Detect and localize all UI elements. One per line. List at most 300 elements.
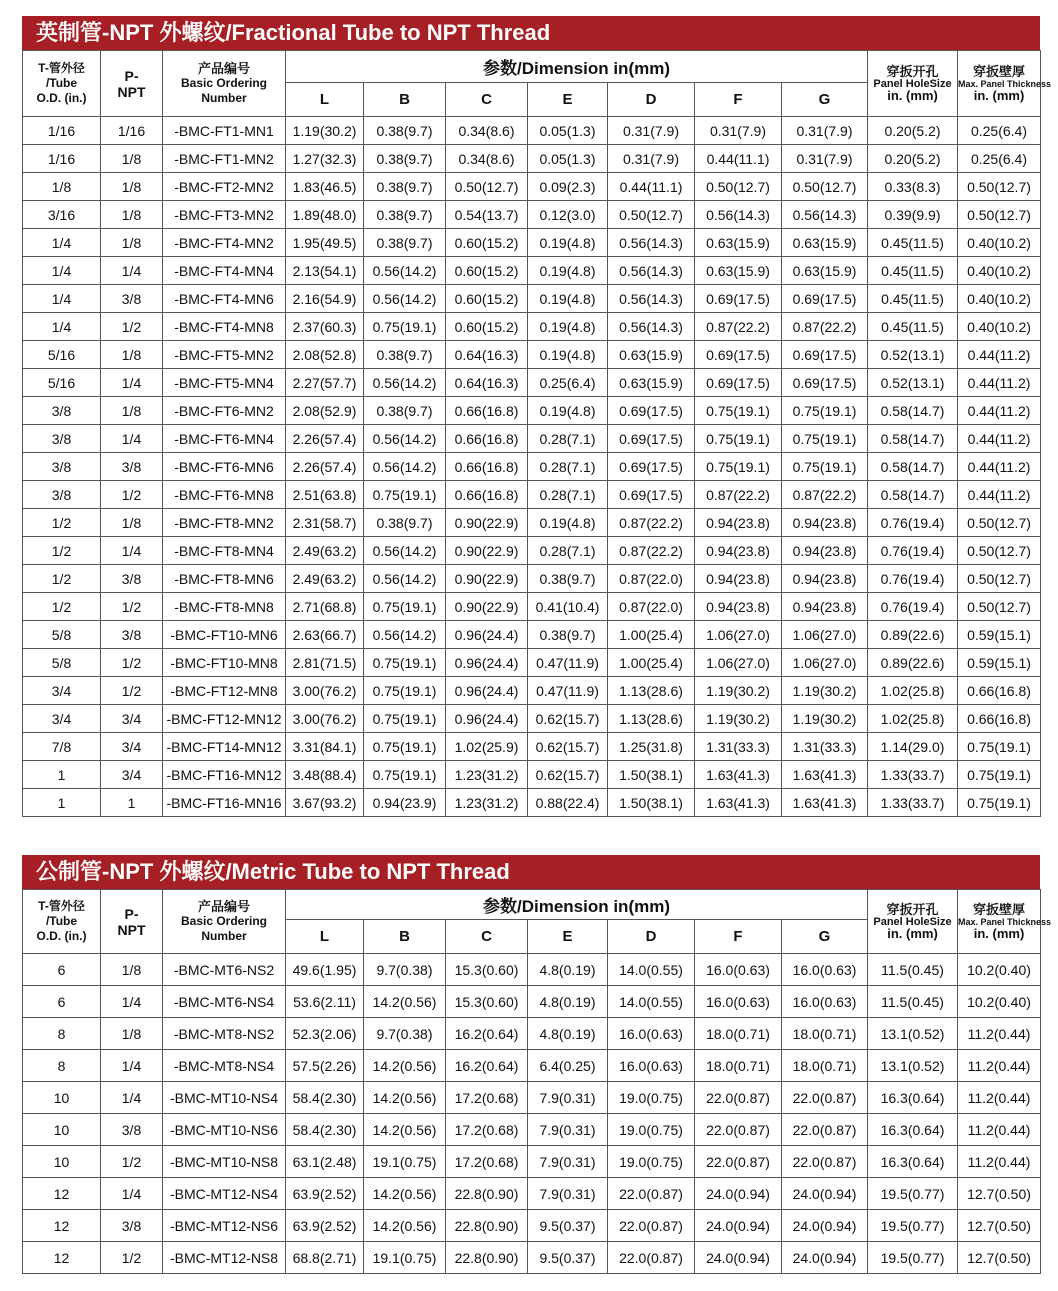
table-cell: 49.6(1.95) (286, 954, 364, 986)
table-cell: 0.56(14.2) (364, 425, 446, 453)
table-cell: 3/4 (23, 677, 101, 705)
table-cell: 3/4 (101, 733, 163, 761)
fractional-tube-table (22, 50, 1052, 817)
table-cell: 16.2(0.64) (446, 1050, 528, 1082)
table-cell: 0.89(22.6) (868, 649, 958, 677)
table-cell: 0.58(14.7) (868, 481, 958, 509)
table-cell: 0.60(15.2) (446, 257, 528, 285)
table-cell: 0.19(4.8) (528, 509, 608, 537)
table-cell: 18.0(0.71) (695, 1018, 782, 1050)
table-row (23, 1210, 1041, 1242)
table-cell: -BMC-FT16-MN12 (163, 761, 286, 789)
table-cell: 0.69(17.5) (695, 285, 782, 313)
table-cell: 53.6(2.11) (286, 986, 364, 1018)
table-cell: 0.76(19.4) (868, 593, 958, 621)
table-cell: 1/2 (101, 649, 163, 677)
table-cell: 12 (23, 1242, 101, 1274)
table-cell: 0.47(11.9) (528, 677, 608, 705)
table-cell: 18.0(0.71) (782, 1018, 868, 1050)
table-row (23, 173, 1041, 201)
table-cell: 0.28(7.1) (528, 425, 608, 453)
table-cell: 0.69(17.5) (782, 341, 868, 369)
table-cell: 58.4(2.30) (286, 1082, 364, 1114)
table-cell: 1.19(30.2) (286, 117, 364, 145)
table-cell: 1/4 (101, 537, 163, 565)
table-cell: 7.9(0.31) (528, 1082, 608, 1114)
table-cell: 9.5(0.37) (528, 1210, 608, 1242)
table-cell: 14.2(0.56) (364, 1178, 446, 1210)
table-row (23, 1114, 1041, 1146)
table-cell: 0.50(12.7) (958, 565, 1041, 593)
table-cell: 0.75(19.1) (364, 761, 446, 789)
table-cell: 2.26(57.4) (286, 453, 364, 481)
table-cell: 0.90(22.9) (446, 509, 528, 537)
table-cell: 1.25(31.8) (608, 733, 695, 761)
table-cell: 2.71(68.8) (286, 593, 364, 621)
table-cell: 1/8 (101, 1018, 163, 1050)
table-cell: 0.52(13.1) (868, 341, 958, 369)
table-cell: 1.63(41.3) (695, 761, 782, 789)
table-cell: 0.69(17.5) (695, 369, 782, 397)
col-B: B (364, 83, 446, 117)
table-cell: 0.19(4.8) (528, 257, 608, 285)
table-cell: 0.60(15.2) (446, 285, 528, 313)
table-cell: 22.0(0.87) (695, 1082, 782, 1114)
table-row (23, 705, 1041, 733)
table-cell: 0.38(9.7) (528, 621, 608, 649)
table-cell: 4.8(0.19) (528, 1018, 608, 1050)
table-row (23, 789, 1041, 817)
table-cell: 3/8 (23, 397, 101, 425)
table-cell: 0.87(22.2) (782, 481, 868, 509)
table-cell: 0.50(12.7) (446, 173, 528, 201)
table-cell: 24.0(0.94) (695, 1242, 782, 1274)
table-cell: 2.49(63.2) (286, 565, 364, 593)
table-cell: 16.3(0.64) (868, 1082, 958, 1114)
table-cell: -BMC-FT10-MN8 (163, 649, 286, 677)
table-cell: 0.31(7.9) (608, 117, 695, 145)
table-cell: 0.75(19.1) (958, 733, 1041, 761)
table-cell: 1 (101, 789, 163, 817)
table-cell: -BMC-MT12-NS6 (163, 1210, 286, 1242)
table-cell: 3/16 (23, 201, 101, 229)
table-row (23, 565, 1041, 593)
table-cell: 2.27(57.7) (286, 369, 364, 397)
table-cell: 3/8 (101, 1210, 163, 1242)
table-cell: -BMC-FT12-MN8 (163, 677, 286, 705)
table-cell: 0.87(22.2) (608, 537, 695, 565)
table-cell: 0.90(22.9) (446, 537, 528, 565)
table-cell: 5/16 (23, 341, 101, 369)
table-cell: 3/8 (101, 621, 163, 649)
col-F: F (695, 83, 782, 117)
table-cell: 0.34(8.6) (446, 117, 528, 145)
table-cell: 24.0(0.94) (695, 1210, 782, 1242)
table-cell: 0.44(11.2) (958, 453, 1041, 481)
table-cell: 0.45(11.5) (868, 285, 958, 313)
table-cell: 1.23(31.2) (446, 789, 528, 817)
table-cell: 0.75(19.1) (958, 789, 1041, 817)
table-cell: 16.0(0.63) (695, 954, 782, 986)
table-cell: 1.06(27.0) (782, 621, 868, 649)
table-cell: 16.0(0.63) (782, 954, 868, 986)
table-cell: 3/8 (101, 1114, 163, 1146)
table-cell: 3.67(93.2) (286, 789, 364, 817)
table-cell: 1 (23, 789, 101, 817)
table-cell: -BMC-MT12-NS8 (163, 1242, 286, 1274)
table-cell: -BMC-MT8-NS4 (163, 1050, 286, 1082)
col-G: G (782, 83, 868, 117)
ordering-number-header: 产品编号 Basic Ordering Number (163, 51, 286, 117)
table-cell: 0.94(23.8) (695, 593, 782, 621)
table-cell: 14.2(0.56) (364, 1114, 446, 1146)
table-cell: 2.31(58.7) (286, 509, 364, 537)
table-cell: -BMC-FT5-MN4 (163, 369, 286, 397)
table-cell: 0.66(16.8) (958, 705, 1041, 733)
dimension-header: 参数/Dimension in(mm) (286, 51, 868, 83)
table-cell: 1/4 (101, 369, 163, 397)
table-cell: 1.31(33.3) (695, 733, 782, 761)
metric-tube-table (22, 889, 1052, 1274)
table-cell: -BMC-MT10-NS4 (163, 1082, 286, 1114)
table-cell: -BMC-MT10-NS8 (163, 1146, 286, 1178)
table-row (23, 145, 1041, 173)
table-cell: 1.23(31.2) (446, 761, 528, 789)
table-cell: 0.88(22.4) (528, 789, 608, 817)
col-F: F (695, 920, 782, 954)
table-cell: 1.14(29.0) (868, 733, 958, 761)
table-cell: 0.41(10.4) (528, 593, 608, 621)
table-cell: 0.94(23.8) (695, 509, 782, 537)
table-row (23, 481, 1041, 509)
table-cell: 0.38(9.7) (528, 565, 608, 593)
table-cell: 0.62(15.7) (528, 705, 608, 733)
table-cell: -BMC-MT12-NS4 (163, 1178, 286, 1210)
table-cell: 3/8 (23, 425, 101, 453)
table-cell: 3/8 (101, 565, 163, 593)
pnpt-header: P- NPT (101, 890, 163, 954)
table-cell: 1/2 (101, 593, 163, 621)
table-cell: 22.0(0.87) (782, 1114, 868, 1146)
table-cell: 7/8 (23, 733, 101, 761)
panel-hole-header: 穿扳开孔 Panel HoleSize in. (mm) (868, 890, 958, 954)
table-cell: 0.38(9.7) (364, 173, 446, 201)
table-cell: 0.94(23.8) (782, 593, 868, 621)
table-cell: 0.47(11.9) (528, 649, 608, 677)
table-cell: 0.96(24.4) (446, 705, 528, 733)
table-row (23, 1050, 1041, 1082)
table-cell: 17.2(0.68) (446, 1146, 528, 1178)
table-row (23, 1146, 1041, 1178)
table-cell: 0.69(17.5) (608, 453, 695, 481)
table-cell: 1/4 (101, 1050, 163, 1082)
table-cell: 1.95(49.5) (286, 229, 364, 257)
table-cell: -BMC-FT8-MN6 (163, 565, 286, 593)
col-E: E (528, 920, 608, 954)
table-cell: 0.25(6.4) (958, 117, 1041, 145)
table-cell: 0.38(9.7) (364, 201, 446, 229)
table-cell: 0.63(15.9) (782, 229, 868, 257)
table-cell: 22.0(0.87) (695, 1146, 782, 1178)
table-cell: 1/4 (101, 1082, 163, 1114)
table-cell: 1/16 (23, 117, 101, 145)
table-cell: 22.0(0.87) (695, 1114, 782, 1146)
table-cell: 0.50(12.7) (958, 509, 1041, 537)
table-cell: 0.76(19.4) (868, 565, 958, 593)
table-cell: 0.94(23.8) (782, 509, 868, 537)
table-row (23, 954, 1041, 986)
col-L: L (286, 83, 364, 117)
table-cell: 0.38(9.7) (364, 117, 446, 145)
table-cell: 0.75(19.1) (364, 593, 446, 621)
table-cell: 9.7(0.38) (364, 1018, 446, 1050)
table-row (23, 341, 1041, 369)
table-cell: 3/4 (23, 705, 101, 733)
table-cell: 7.9(0.31) (528, 1178, 608, 1210)
table-cell: 0.64(16.3) (446, 341, 528, 369)
table-cell: 11.5(0.45) (868, 954, 958, 986)
table-cell: 1.63(41.3) (782, 789, 868, 817)
table-cell: 0.40(10.2) (958, 229, 1041, 257)
table-cell: 0.75(19.1) (364, 733, 446, 761)
table-cell: 0.19(4.8) (528, 229, 608, 257)
table-cell: 0.96(24.4) (446, 677, 528, 705)
table-cell: 11.5(0.45) (868, 986, 958, 1018)
table-cell: 63.9(2.52) (286, 1210, 364, 1242)
table-cell: 19.5(0.77) (868, 1242, 958, 1274)
table-cell: -BMC-FT4-MN8 (163, 313, 286, 341)
table-cell: 18.0(0.71) (695, 1050, 782, 1082)
table-cell: 0.44(11.2) (958, 397, 1041, 425)
table-cell: 1/4 (101, 1178, 163, 1210)
table-cell: 1.02(25.8) (868, 705, 958, 733)
table-cell: 1/8 (101, 954, 163, 986)
col-B: B (364, 920, 446, 954)
table-cell: 4.8(0.19) (528, 986, 608, 1018)
table-cell: 16.0(0.63) (608, 1018, 695, 1050)
table-cell: -BMC-MT10-NS6 (163, 1114, 286, 1146)
table-cell: 0.90(22.9) (446, 593, 528, 621)
table-cell: 1.06(27.0) (695, 621, 782, 649)
table-cell: 0.12(3.0) (528, 201, 608, 229)
table-cell: 0.52(13.1) (868, 369, 958, 397)
tube-od-header: T-管外径 /Tube O.D. (in.) (23, 51, 101, 117)
table-cell: 0.19(4.8) (528, 341, 608, 369)
table-row (23, 1242, 1041, 1274)
table-cell: 11.2(0.44) (958, 1114, 1041, 1146)
panel-thickness-header: 穿扳壁厚 Max. Panel Thickness in. (mm) (958, 890, 1041, 954)
table-cell: -BMC-FT8-MN4 (163, 537, 286, 565)
table-cell: 0.63(15.9) (695, 229, 782, 257)
table-cell: 1.00(25.4) (608, 621, 695, 649)
table-cell: 9.5(0.37) (528, 1242, 608, 1274)
table-cell: 15.3(0.60) (446, 986, 528, 1018)
table-cell: 0.38(9.7) (364, 229, 446, 257)
table-cell: 1/4 (23, 257, 101, 285)
table-cell: 0.59(15.1) (958, 649, 1041, 677)
table-cell: 1.00(25.4) (608, 649, 695, 677)
table-cell: 0.75(19.1) (782, 453, 868, 481)
table-cell: 0.56(14.2) (364, 565, 446, 593)
table-cell: 0.75(19.1) (782, 425, 868, 453)
table-cell: 0.87(22.2) (782, 313, 868, 341)
table-row (23, 677, 1041, 705)
table-cell: 0.40(10.2) (958, 257, 1041, 285)
table-cell: -BMC-FT8-MN2 (163, 509, 286, 537)
col-C: C (446, 920, 528, 954)
table-cell: 22.8(0.90) (446, 1210, 528, 1242)
table-cell: 0.96(24.4) (446, 649, 528, 677)
table-cell: 13.1(0.52) (868, 1018, 958, 1050)
table-cell: 19.0(0.75) (608, 1146, 695, 1178)
table-cell: 0.75(19.1) (364, 313, 446, 341)
table-cell: 0.75(19.1) (695, 397, 782, 425)
table-cell: 3/8 (101, 453, 163, 481)
table-cell: 1/4 (23, 285, 101, 313)
table-cell: 10 (23, 1082, 101, 1114)
table-cell: 0.94(23.8) (695, 537, 782, 565)
table-cell: 3.00(76.2) (286, 705, 364, 733)
table-cell: 0.44(11.1) (608, 173, 695, 201)
table-cell: 0.75(19.1) (782, 397, 868, 425)
metric-tube-section (22, 855, 1052, 1274)
table-row (23, 117, 1041, 145)
table-row (23, 201, 1041, 229)
table-cell: 17.2(0.68) (446, 1082, 528, 1114)
table-cell: -BMC-FT4-MN4 (163, 257, 286, 285)
table-row (23, 621, 1041, 649)
col-G: G (782, 920, 868, 954)
table-cell: 0.56(14.2) (364, 285, 446, 313)
table-cell: 3.00(76.2) (286, 677, 364, 705)
table-cell: 0.28(7.1) (528, 481, 608, 509)
table-cell: 16.3(0.64) (868, 1114, 958, 1146)
table-cell: 0.66(16.8) (446, 397, 528, 425)
table-cell: 0.19(4.8) (528, 313, 608, 341)
table-cell: 0.94(23.8) (782, 565, 868, 593)
table-cell: 0.56(14.3) (608, 229, 695, 257)
table-cell: 0.19(4.8) (528, 285, 608, 313)
table-cell: 1/16 (101, 117, 163, 145)
table-cell: 0.28(7.1) (528, 453, 608, 481)
table-cell: 0.56(14.3) (782, 201, 868, 229)
table-cell: 1.19(30.2) (782, 677, 868, 705)
table-cell: 0.25(6.4) (958, 145, 1041, 173)
table-cell: 10.2(0.40) (958, 986, 1041, 1018)
table-cell: 0.66(16.8) (446, 425, 528, 453)
table-cell: 22.0(0.87) (608, 1178, 695, 1210)
table-row (23, 593, 1041, 621)
table-cell: 12 (23, 1178, 101, 1210)
table-cell: 0.34(8.6) (446, 145, 528, 173)
table-cell: 16.0(0.63) (695, 986, 782, 1018)
table-cell: -BMC-FT6-MN8 (163, 481, 286, 509)
dimension-header: 参数/Dimension in(mm) (286, 890, 868, 920)
table-cell: -BMC-FT4-MN2 (163, 229, 286, 257)
table-cell: -BMC-FT6-MN6 (163, 453, 286, 481)
table-cell: 57.5(2.26) (286, 1050, 364, 1082)
table-cell: -BMC-MT6-NS2 (163, 954, 286, 986)
table-cell: 1/4 (23, 313, 101, 341)
table-cell: 0.05(1.3) (528, 117, 608, 145)
table-cell: 1/4 (101, 425, 163, 453)
table-cell: 0.56(14.2) (364, 369, 446, 397)
table-cell: 0.66(16.8) (958, 677, 1041, 705)
table-cell: 5/16 (23, 369, 101, 397)
table-cell: 0.28(7.1) (528, 537, 608, 565)
table-cell: 1/4 (101, 986, 163, 1018)
table-cell: 5/8 (23, 649, 101, 677)
table-cell: 0.64(16.3) (446, 369, 528, 397)
table-cell: 2.49(63.2) (286, 537, 364, 565)
table-cell: 0.69(17.5) (782, 285, 868, 313)
table-cell: -BMC-FT16-MN16 (163, 789, 286, 817)
table-cell: -BMC-MT8-NS2 (163, 1018, 286, 1050)
table-cell: 1/2 (101, 481, 163, 509)
table-cell: 11.2(0.44) (958, 1146, 1041, 1178)
table-cell: 0.75(19.1) (364, 481, 446, 509)
table-cell: 0.44(11.2) (958, 425, 1041, 453)
table-cell: 0.20(5.2) (868, 145, 958, 173)
table-cell: 1/8 (101, 341, 163, 369)
table-cell: 1/2 (101, 1146, 163, 1178)
table-cell: 4.8(0.19) (528, 954, 608, 986)
table-cell: 0.94(23.8) (782, 537, 868, 565)
table-cell: 1 (23, 761, 101, 789)
table-cell: 1/2 (23, 537, 101, 565)
table-cell: 7.9(0.31) (528, 1114, 608, 1146)
table-cell: 7.9(0.31) (528, 1146, 608, 1178)
table-cell: 1.02(25.9) (446, 733, 528, 761)
table-cell: 0.25(6.4) (528, 369, 608, 397)
table-cell: 0.31(7.9) (695, 117, 782, 145)
table-cell: 0.45(11.5) (868, 229, 958, 257)
table-cell: 1.19(30.2) (695, 677, 782, 705)
table-cell: 1.83(46.5) (286, 173, 364, 201)
table-cell: 0.50(12.7) (608, 201, 695, 229)
table-cell: 58.4(2.30) (286, 1114, 364, 1146)
table-cell: 3/8 (101, 285, 163, 313)
table-cell: 14.2(0.56) (364, 986, 446, 1018)
table-row (23, 1018, 1041, 1050)
table-cell: 0.96(24.4) (446, 621, 528, 649)
table-cell: 0.38(9.7) (364, 145, 446, 173)
table-cell: 52.3(2.06) (286, 1018, 364, 1050)
table-row (23, 986, 1041, 1018)
table-cell: 12.7(0.50) (958, 1178, 1041, 1210)
table-cell: -BMC-FT4-MN6 (163, 285, 286, 313)
table-cell: 8 (23, 1050, 101, 1082)
panel-thickness-header: 穿扳壁厚 Max. Panel Thickness in. (mm) (958, 51, 1041, 117)
table-cell: 2.81(71.5) (286, 649, 364, 677)
table-cell: -BMC-FT6-MN4 (163, 425, 286, 453)
table-cell: 0.38(9.7) (364, 341, 446, 369)
table-cell: 24.0(0.94) (695, 1178, 782, 1210)
table-cell: 1.06(27.0) (695, 649, 782, 677)
table-cell: 13.1(0.52) (868, 1050, 958, 1082)
table-cell: 0.05(1.3) (528, 145, 608, 173)
table-cell: 22.0(0.87) (608, 1210, 695, 1242)
table-row (23, 1082, 1041, 1114)
table-cell: -BMC-FT6-MN2 (163, 397, 286, 425)
table-cell: 0.87(22.2) (695, 481, 782, 509)
table-cell: -BMC-FT1-MN2 (163, 145, 286, 173)
table-cell: 0.87(22.2) (608, 509, 695, 537)
table-cell: 0.56(14.3) (608, 257, 695, 285)
table-cell: 1.33(33.7) (868, 789, 958, 817)
table-cell: 0.09(2.3) (528, 173, 608, 201)
table-cell: 1.89(48.0) (286, 201, 364, 229)
